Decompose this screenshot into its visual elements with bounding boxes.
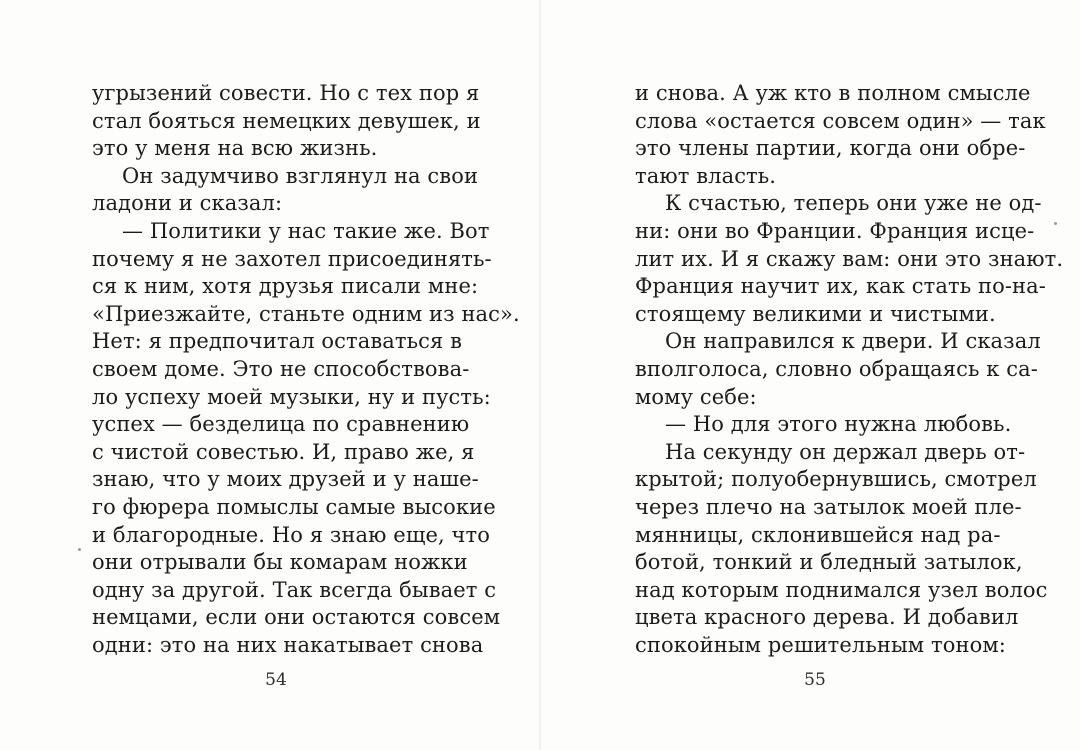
- left-page-text: [92, 80, 520, 659]
- text-line: вполголоса, словно обращаясь к са-: [635, 356, 1038, 381]
- text-line: го фюрера помыслы самые высокие: [92, 494, 496, 519]
- text-line: одни: это на них накатывает снова: [92, 632, 484, 657]
- text-line: «Приезжайте, станьте одним из нас».: [92, 301, 520, 326]
- text-line: ботой, тонкий и бледный затылок,: [635, 550, 1023, 575]
- text-line: это члены партии, когда они обре-: [635, 136, 1026, 161]
- text-line: ло успеху моей музыки, ну и пусть:: [92, 384, 491, 409]
- text-line: цвета красного дерева. И добавил: [635, 605, 1019, 630]
- text-line: мому себе:: [635, 384, 757, 409]
- text-line: через плечо на затылок моей пле-: [635, 494, 1022, 519]
- text-line: одну за другой. Так всегда бывает с: [92, 577, 497, 602]
- page-number-right: 55: [804, 670, 826, 690]
- text-line: успех — безделица по сравнению: [92, 412, 470, 437]
- text-line: немцами, если они остаются совсем: [92, 605, 501, 630]
- text-line: спокойным решительным тоном:: [635, 632, 1006, 657]
- text-line: стал бояться немецких девушек, и: [92, 108, 481, 133]
- text-line: с чистой совестью. И, право же, я: [92, 439, 475, 464]
- page-number-left: 54: [265, 670, 287, 690]
- text-line: угрызений совести. Но с тех пор я: [92, 81, 480, 105]
- text-line: они отрывали бы комарам ножки: [92, 550, 468, 575]
- text-line: На секунду он держал дверь от-: [665, 439, 1026, 464]
- print-speck: [78, 548, 81, 551]
- print-speck: [1054, 222, 1057, 225]
- text-line: — Но для этого нужна любовь.: [665, 412, 1012, 437]
- text-line: слова «остается совсем один» — так: [635, 108, 1046, 133]
- text-line: Он задумчиво взглянул на свои: [122, 163, 479, 188]
- text-line: ладони и сказал:: [92, 191, 283, 216]
- text-line: Он направился к двери. И сказал: [665, 329, 1041, 354]
- right-page-text: [635, 80, 1064, 659]
- text-line: тают власть.: [635, 163, 777, 188]
- text-line: ся к ним, хотя друзья писали мне:: [92, 274, 479, 299]
- text-line: над которым поднимался узел волос: [635, 577, 1048, 602]
- text-line: мянницы, склонившейся над ра-: [635, 522, 1001, 547]
- text-line: стоящему великими и чистыми.: [635, 301, 996, 326]
- text-line: своем доме. Это не способствова-: [92, 356, 470, 381]
- text-line: почему я не захотел присоединять-: [92, 246, 492, 271]
- text-line: и снова. А уж кто в полном смысле: [635, 81, 1031, 105]
- text-line: Нет: я предпочитал оставаться в: [92, 329, 463, 354]
- text-line: К счастью, теперь они уже не од-: [665, 191, 1042, 216]
- text-line: знаю, что у моих друзей и у наше-: [92, 467, 479, 492]
- text-line: ни: они во Франции. Франция исце-: [635, 218, 1035, 243]
- text-line: и благородные. Но я знаю еще, что: [92, 522, 490, 547]
- text-line: Франция научит их, как стать по-на-: [635, 274, 1046, 299]
- right-page: [540, 0, 1080, 750]
- text-line: — Политики у нас такие же. Вот: [122, 218, 490, 243]
- text-line: крытой; полуобернувшись, смотрел: [635, 467, 1037, 492]
- text-line: это у меня на всю жизнь.: [92, 136, 378, 161]
- text-line: лит их. И я скажу вам: они это знают.: [635, 246, 1064, 271]
